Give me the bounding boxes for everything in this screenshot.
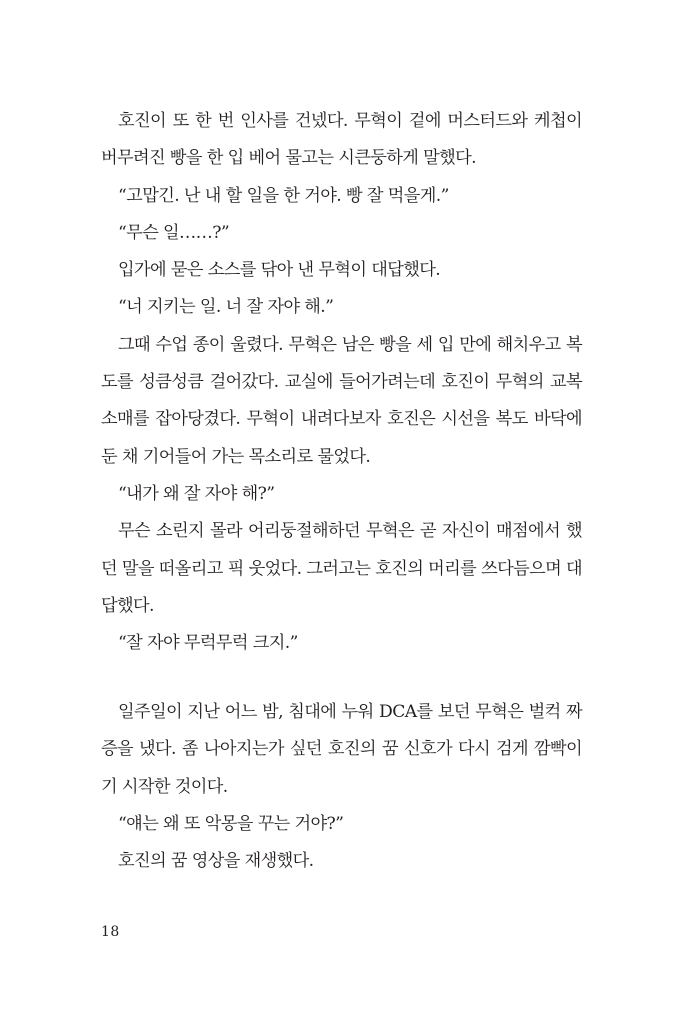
paragraph: 호진이 또 한 번 인사를 건넸다. 무혁이 겉에 머스터드와 케첩이 버무려진 빵을 한 입 베어 물고는 시큰둥하게 말했다. bbox=[101, 111, 582, 169]
dialogue-line: “잘 자야 무럭무럭 크지.” bbox=[118, 633, 298, 654]
dialogue-line: “고맙긴. 난 내 할 일을 한 거야. 빵 잘 먹을게.” bbox=[118, 185, 449, 206]
paragraph: 무슨 소린지 몰라 어리둥절해하던 무혁은 곧 자신이 매점에서 했던 말을 떠올리고 픽 웃었다. 그러고는 호진의 머리를 쓰다듬으며 대답했다. bbox=[101, 521, 582, 616]
dialogue-line: “내가 왜 잘 자야 해?” bbox=[118, 483, 275, 504]
page-number: 18 bbox=[101, 924, 120, 940]
dialogue-line: “무슨 일……?” bbox=[118, 222, 230, 243]
section-2 bbox=[101, 694, 582, 880]
dialogue-line: “너 지키는 일. 너 잘 자야 해.” bbox=[118, 297, 334, 318]
dialogue-line: “얘는 왜 또 악몽을 꾸는 거야?” bbox=[118, 813, 344, 834]
paragraph: 입가에 묻은 소스를 닦아 낸 무혁이 대답했다. bbox=[118, 260, 441, 281]
paragraph: 일주일이 지난 어느 밤, 침대에 누워 DCA를 보던 무혁은 벌컥 짜증을 냈다. 좀 나아지는가 싶던 호진의 꿈 신호가 다시 검게 깜빡이기 시작한 것이다. bbox=[101, 702, 582, 797]
paragraph: 호진의 꿈 영상을 재생했다. bbox=[118, 851, 314, 872]
section-1 bbox=[101, 103, 582, 662]
paragraph: 그때 수업 종이 울렸다. 무혁은 남은 빵을 세 입 만에 해치우고 복도를 성큼성큼 걸어갔다. 교실에 들어가려는데 호진이 무혁의 교복 소매를 잡아당겼다. 무혁이 내려다보자 호진은 시선을 복도 바닥에 둔 채 기어들어 가는 목소리로 물었다. bbox=[101, 334, 582, 467]
